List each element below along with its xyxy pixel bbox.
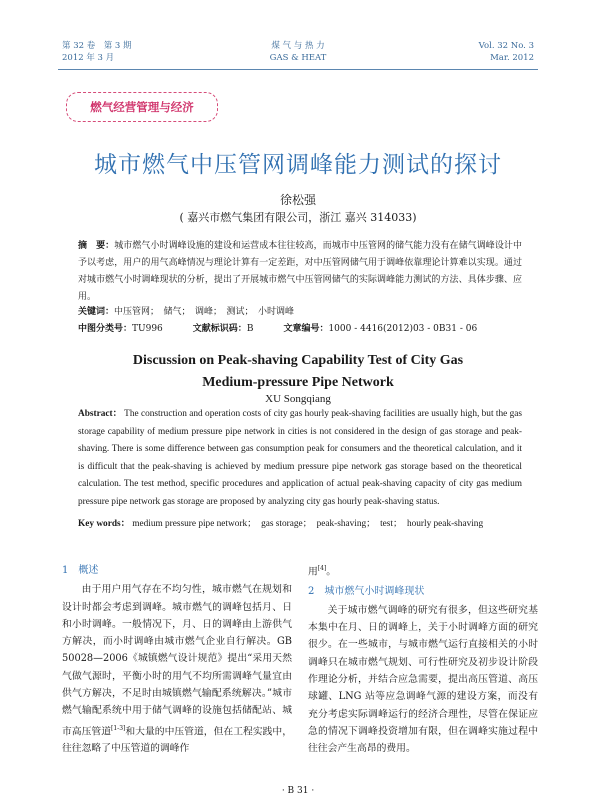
body-column-left (62, 560, 292, 758)
section-1-text-b: 和大量的中压管道，但在工程实践中，往往忽略了中压管道的调峰作 (62, 725, 293, 755)
affiliation-cn: ( 嘉兴市燃气集团有限公司，浙江 嘉兴 314033) (179, 211, 417, 224)
section-1-paragraph (62, 581, 292, 757)
page-number: · B 31 · (281, 786, 315, 796)
volume-issue: 第 32 卷 第 3 期 (62, 41, 132, 51)
continuation-line (308, 560, 538, 581)
abstract-en-text: The construction and operation costs of city gas hourly peak-shaving facilities are usually high, but the gas storage capability of medium pressure pipe network in cities is not considered in the design of gas storage and peak-shaving. There is some difference between gas consumption peak for consumers and the theoretical calculation, and it is difficult that the peak-shaving is achieved by medium pressure pipe network gas storage based on the theoretical calculation. The test method, specific procedures and application of actual peak-shaving capacity of city gas medium pressure pipe network gas storage are proposed by analyzing city gas hourly peak-shaving status. (78, 409, 522, 507)
classification-row (78, 322, 522, 336)
journal-name-cn: 煤 气 与 热 力 (271, 41, 325, 51)
article-title-en-line1: Discussion on Peak-shaving Capability Test of City Gas (132, 353, 464, 368)
doc-code-value: B (246, 324, 254, 334)
keywords-cn (78, 305, 522, 319)
volume-issue-en: Vol. 32 No. 3 (478, 41, 534, 51)
continuation-text: 用 (308, 566, 318, 578)
journal-name-en: GAS & HEAT (269, 53, 327, 63)
keywords-en-label: Key words： (78, 519, 130, 529)
section-badge: 燃气经营管理与经济 (66, 92, 218, 122)
publication-date-cn: 2012 年 3 月 (62, 53, 115, 63)
keywords-cn-label: 关键词： (78, 307, 115, 317)
citation-1-3: [1-3] (111, 724, 126, 732)
abstract-en (78, 406, 522, 512)
abstract-cn-text: 城市燃气小时调峰设施的建设和运营成本往往较高，而城市中压管网的储气能力没有在储气调峰设计中予以考虑，用户的用气高峰情况与理论计算有一定差距，对中压管网储气用于调峰依靠理论计算难以实现。通过对城市燃气小时调峰现状的分析，提出了开展城市燃气中压管网储气的实际调峰能力测试的方法、具体步骤、应用。 (78, 241, 522, 302)
abstract-en-label: Abstract： (78, 409, 122, 419)
header-divider (58, 69, 538, 70)
section-1-text-a: 由于用户用气存在不均匀性，城市燃气在规划和设计时都会考虑到调峰。城市燃气的调峰包括月、日和小时调峰。一般情况下，月、日的调峰由上游供气方解决，而小时调峰由城市燃气企业自行解决。GB 50028—2006《城镇燃气设计规范》提出“采用天然气做气源时，平衡小时的用气不均所需调峰气量宜由供气方解决，不足时由城镇燃气输配系统解决。”城市燃气输配系统中用于储气调峰的设施包括储配站、城市高压管道 (62, 584, 292, 737)
keywords-cn-text: 中压管网； 储气； 调峰； 测试； 小时调峰 (114, 307, 295, 317)
clc-value: TU996 (132, 324, 163, 334)
author-cn: 徐松强 (279, 193, 316, 207)
continuation-end: 。 (326, 566, 337, 578)
keywords-en (78, 516, 522, 534)
citation-4: [4] (317, 565, 327, 572)
section-2-paragraph: 关于城市燃气调峰的研究有很多，但这些研究基本集中在月、日的调峰上，关于小时调峰方面的研究很少。在一些城市，与城市燃气运行直接相关的小时调峰只在城市燃气规划、可行性研究及初步设计阶段作理论分析，并结合应急需要，提出高压管道、高压球罐、LNG 站等应急调峰气源的建设方案，而没有充分考虑实际调峰运行的经济合理性，尽管在保证应急的情况下调峰投资增加有限，但在调峰实施过程中往往会产生高昂的费用。 (308, 604, 538, 755)
abstract-cn (78, 238, 522, 306)
clc-label: 中图分类号： (78, 324, 133, 334)
author-en: XU Songqiang (265, 393, 331, 405)
article-number-label: 文章编号： (283, 324, 329, 334)
article-title-en (0, 350, 596, 394)
article-title-en-line2: Medium-pressure Pipe Network (202, 375, 394, 390)
abstract-cn-label: 摘 要： (78, 241, 115, 251)
publication-date-en: Mar. 2012 (490, 53, 534, 63)
article-number-value: 1000 - 4416(2012)03 - 0B31 - 06 (328, 324, 478, 334)
article-title-cn: 城市燃气中压管网调峰能力测试的探讨 (94, 152, 502, 178)
section-1-heading: 1 概述 (62, 565, 99, 576)
journal-volume-info-en (479, 40, 534, 64)
keywords-en-text: medium pressure pipe network； gas storage； peak-shaving； test； hourly peak-shaving (132, 519, 484, 529)
section-2-heading: 2 城市燃气小时调峰现状 (308, 585, 425, 597)
doc-code-label: 文献标识码： (192, 324, 247, 334)
body-column-right (308, 560, 538, 758)
